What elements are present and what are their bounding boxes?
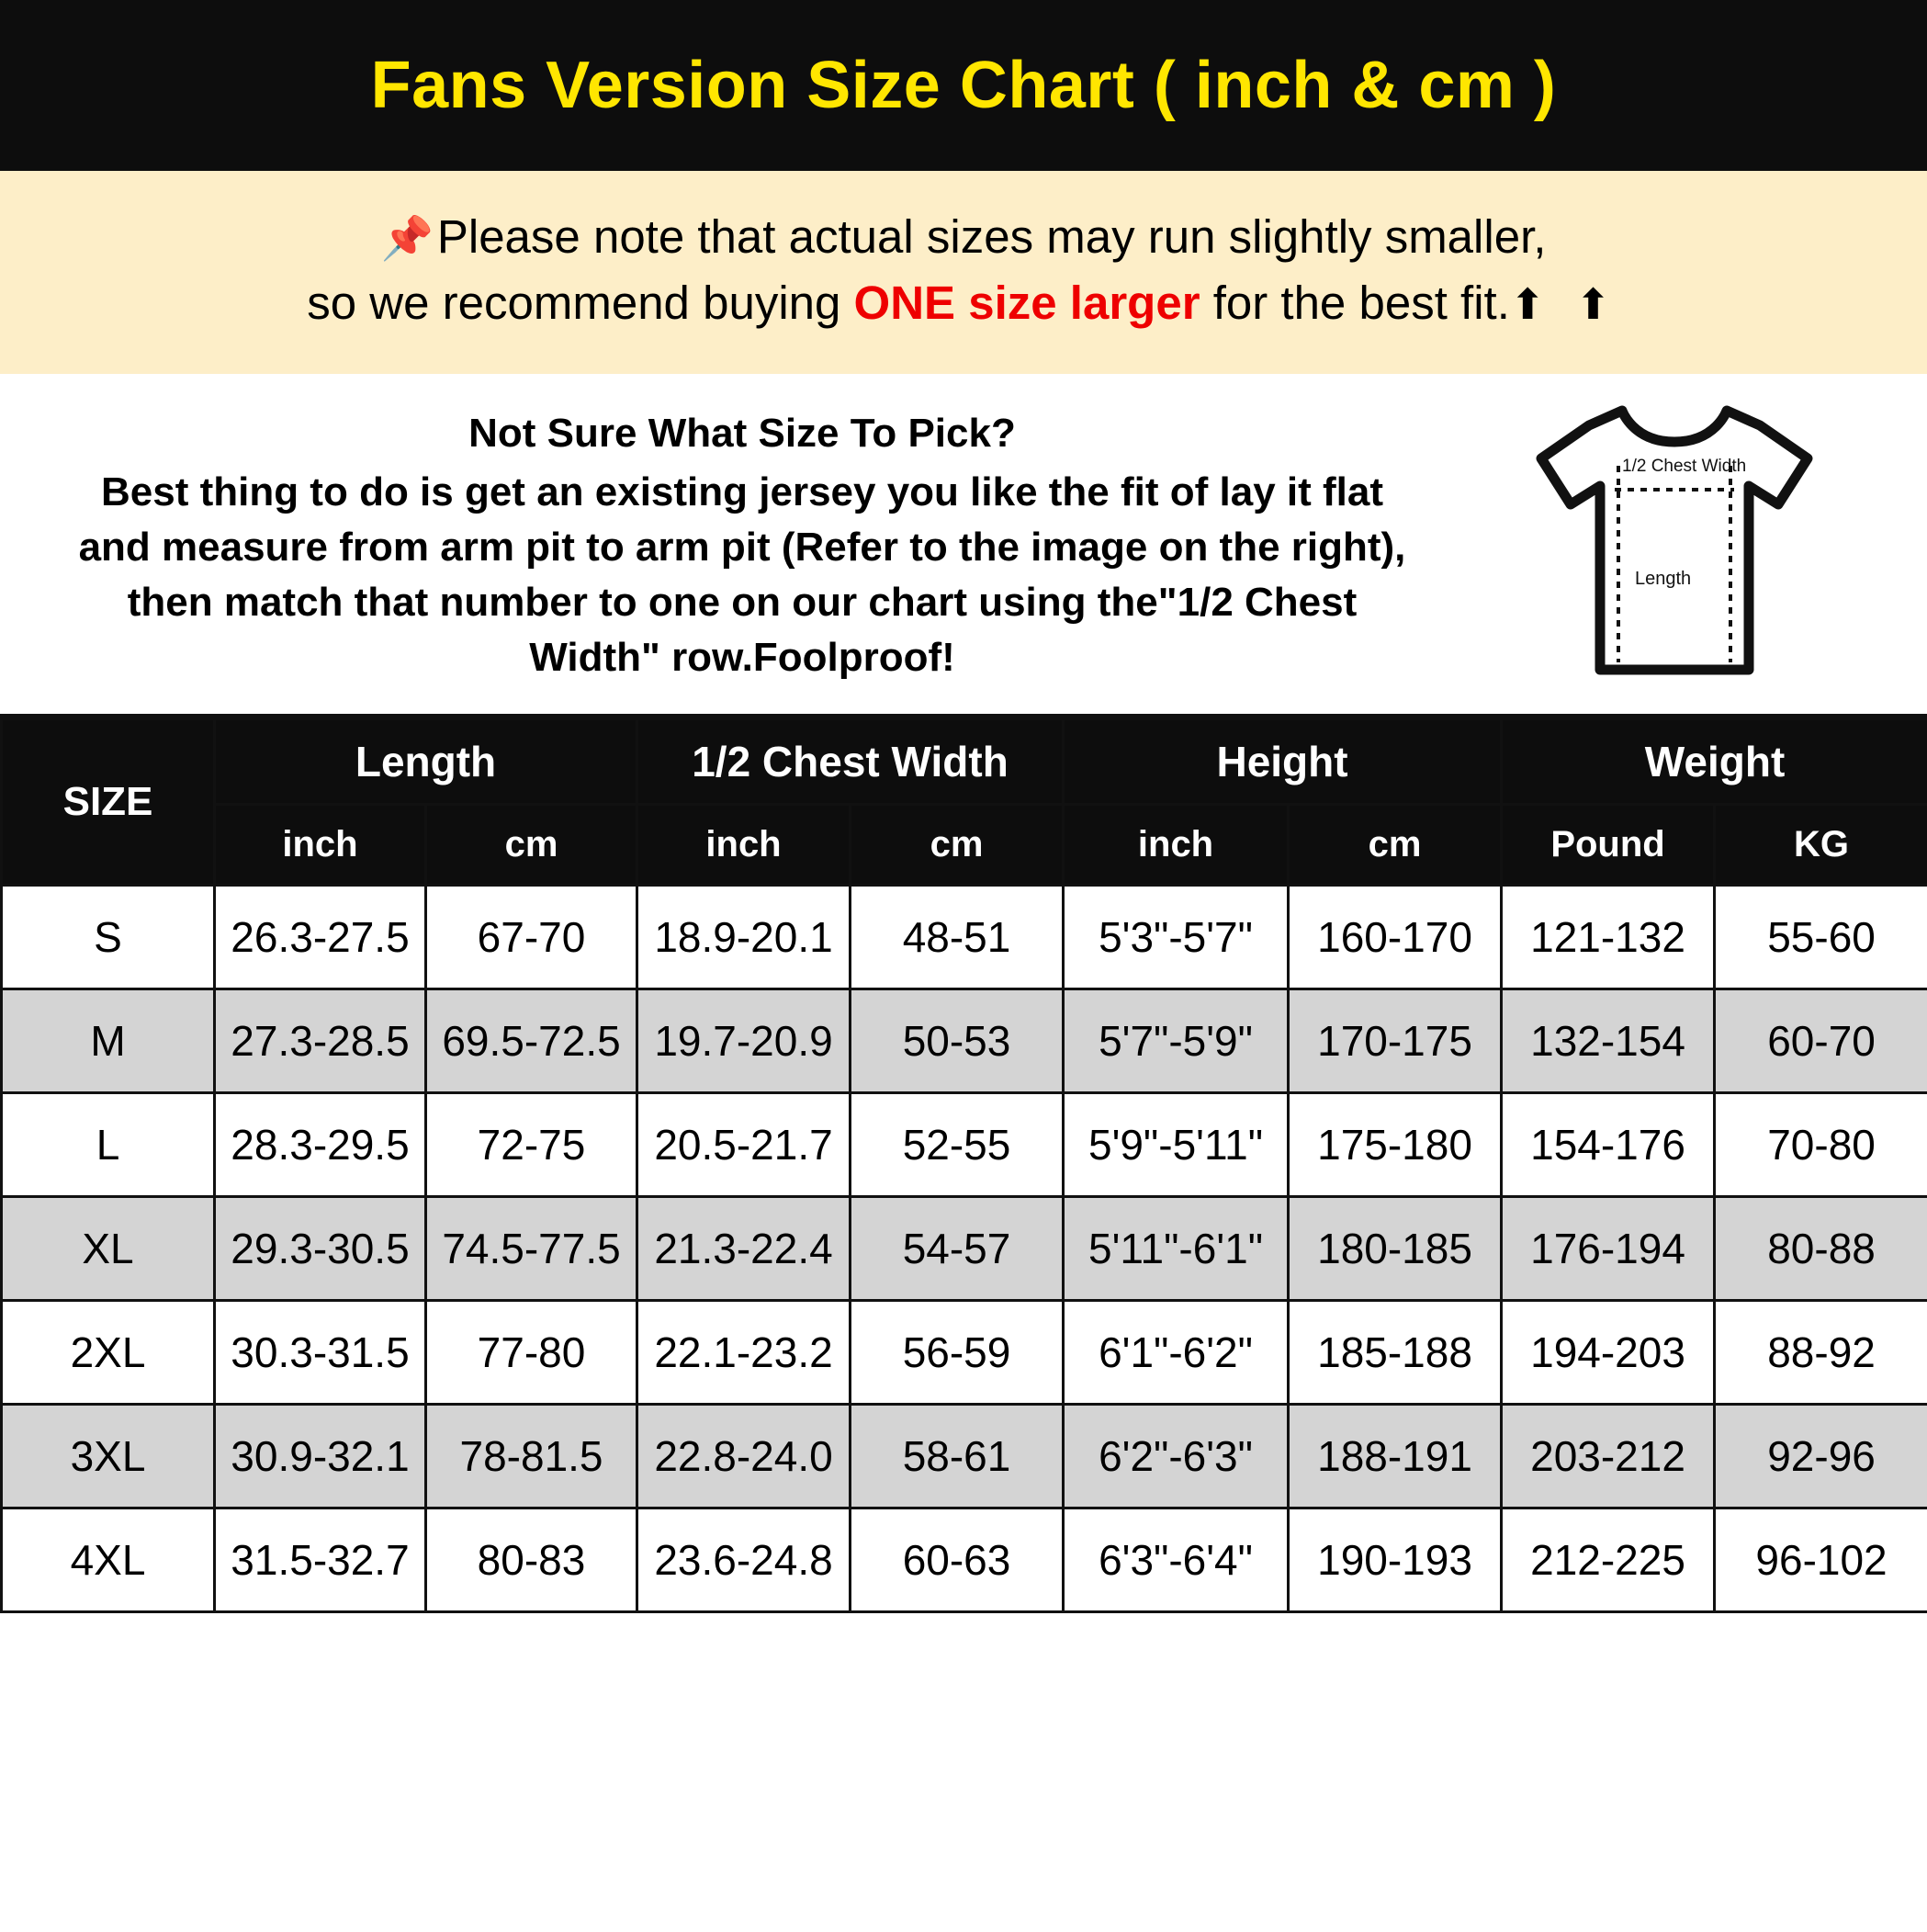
cell-weight-pound: 212-225 — [1502, 1508, 1715, 1611]
help-line-4: Width" row.Foolproof! — [529, 634, 955, 680]
chart-title-bar — [0, 0, 1927, 171]
cell-size: XL — [2, 1196, 215, 1300]
cell-chest-cm: 48-51 — [851, 885, 1064, 989]
cell-size: L — [2, 1092, 215, 1196]
cell-chest-inch: 21.3-22.4 — [637, 1196, 851, 1300]
subheader-length-inch: inch — [215, 804, 426, 885]
header-chest-width: 1/2 Chest Width — [637, 718, 1064, 804]
header-size: SIZE — [2, 718, 215, 885]
help-headline: Not Sure What Size To Pick? — [468, 411, 1016, 457]
table-row — [2, 1508, 1927, 1611]
size-table-body — [2, 885, 1927, 1611]
cell-size: 4XL — [2, 1508, 215, 1611]
cell-weight-kg: 60-70 — [1715, 989, 1927, 1092]
cell-chest-inch: 18.9-20.1 — [637, 885, 851, 989]
help-line-3: then match that number to one on our chart using the"1/2 Chest — [127, 579, 1358, 625]
cell-weight-pound: 121-132 — [1502, 885, 1715, 989]
cell-length-inch: 28.3-29.5 — [215, 1092, 426, 1196]
cell-weight-pound: 132-154 — [1502, 989, 1715, 1092]
group-header-row — [2, 718, 1927, 804]
header-length: Length — [215, 718, 637, 804]
table-row — [2, 1196, 1927, 1300]
cell-height-cm: 160-170 — [1289, 885, 1502, 989]
header-weight: Weight — [1502, 718, 1927, 804]
cell-chest-inch: 22.1-23.2 — [637, 1300, 851, 1404]
cell-chest-inch: 23.6-24.8 — [637, 1508, 851, 1611]
help-line-2: and measure from arm pit to arm pit (Refer to the image on the right), — [78, 524, 1406, 570]
cell-weight-kg: 70-80 — [1715, 1092, 1927, 1196]
length-label: Length — [1635, 568, 1692, 589]
table-row — [2, 1404, 1927, 1508]
cell-chest-cm: 52-55 — [851, 1092, 1064, 1196]
cell-length-inch: 27.3-28.5 — [215, 989, 426, 1092]
cell-chest-cm: 58-61 — [851, 1404, 1064, 1508]
cell-length-cm: 74.5-77.5 — [426, 1196, 637, 1300]
cell-size: 2XL — [2, 1300, 215, 1404]
cell-weight-pound: 203-212 — [1502, 1404, 1715, 1508]
cell-height-inch: 6'3"-6'4" — [1064, 1508, 1289, 1611]
table-row — [2, 1300, 1927, 1404]
cell-height-cm: 185-188 — [1289, 1300, 1502, 1404]
subheader-height-cm: cm — [1289, 804, 1502, 885]
measuring-help-text — [0, 406, 1477, 684]
page-title: Fans Version Size Chart ( inch & cm ) — [370, 49, 1557, 122]
cell-size: M — [2, 989, 215, 1092]
cell-height-cm: 188-191 — [1289, 1404, 1502, 1508]
table-row — [2, 1092, 1927, 1196]
pin-icon: 📌 — [380, 214, 434, 262]
cell-height-cm: 170-175 — [1289, 989, 1502, 1092]
help-line-1: Best thing to do is get an existing jersey you like the fit of lay it flat — [100, 469, 1383, 515]
note-text-1: Please note that actual sizes may run slightly smaller, — [436, 210, 1547, 263]
cell-weight-pound: 176-194 — [1502, 1196, 1715, 1300]
cell-chest-cm: 54-57 — [851, 1196, 1064, 1300]
cell-height-inch: 5'3"-5'7" — [1064, 885, 1289, 989]
cell-chest-inch: 19.7-20.9 — [637, 989, 851, 1092]
note-line-2 — [37, 270, 1890, 336]
cell-height-cm: 175-180 — [1289, 1092, 1502, 1196]
cell-length-inch: 29.3-30.5 — [215, 1196, 426, 1300]
cell-height-cm: 180-185 — [1289, 1196, 1502, 1300]
cell-length-inch: 31.5-32.7 — [215, 1508, 426, 1611]
cell-height-inch: 6'2"-6'3" — [1064, 1404, 1289, 1508]
tshirt-icon — [1523, 394, 1826, 697]
cell-length-inch: 30.3-31.5 — [215, 1300, 426, 1404]
note-text-2-after: for the best fit. — [1200, 277, 1510, 330]
cell-length-cm: 78-81.5 — [426, 1404, 637, 1508]
cell-height-inch: 5'7"-5'9" — [1064, 989, 1289, 1092]
measuring-help-section — [0, 374, 1927, 717]
cell-length-inch: 30.9-32.1 — [215, 1404, 426, 1508]
subheader-length-cm: cm — [426, 804, 637, 885]
cell-weight-kg: 80-88 — [1715, 1196, 1927, 1300]
cell-chest-cm: 60-63 — [851, 1508, 1064, 1611]
chest-width-label: 1/2 Chest Width — [1622, 456, 1747, 476]
cell-chest-inch: 22.8-24.0 — [637, 1404, 851, 1508]
size-table-head — [2, 718, 1927, 885]
subheader-weight-kg: KG — [1715, 804, 1927, 885]
cell-height-inch: 5'9"-5'11" — [1064, 1092, 1289, 1196]
cell-height-inch: 6'1"-6'2" — [1064, 1300, 1289, 1404]
cell-chest-cm: 56-59 — [851, 1300, 1064, 1404]
cell-chest-inch: 20.5-21.7 — [637, 1092, 851, 1196]
cell-length-cm: 69.5-72.5 — [426, 989, 637, 1092]
cell-size: 3XL — [2, 1404, 215, 1508]
tshirt-diagram — [1477, 394, 1927, 697]
table-row — [2, 885, 1927, 989]
cell-weight-kg: 55-60 — [1715, 885, 1927, 989]
cell-length-cm: 80-83 — [426, 1508, 637, 1611]
cell-height-inch: 5'11"-6'1" — [1064, 1196, 1289, 1300]
cell-length-cm: 77-80 — [426, 1300, 637, 1404]
cell-size: S — [2, 885, 215, 989]
subheader-height-inch: inch — [1064, 804, 1289, 885]
cell-weight-kg: 92-96 — [1715, 1404, 1927, 1508]
size-note-banner — [0, 171, 1927, 374]
note-line-1 — [37, 204, 1890, 270]
table-row — [2, 989, 1927, 1092]
subheader-chest-cm: cm — [851, 804, 1064, 885]
cell-length-inch: 26.3-27.5 — [215, 885, 426, 989]
subheader-chest-inch: inch — [637, 804, 851, 885]
subheader-weight-pound: Pound — [1502, 804, 1715, 885]
size-table — [0, 717, 1927, 1613]
cell-chest-cm: 50-53 — [851, 989, 1064, 1092]
cell-weight-pound: 154-176 — [1502, 1092, 1715, 1196]
sub-header-row — [2, 804, 1927, 885]
cell-weight-kg: 96-102 — [1715, 1508, 1927, 1611]
cell-length-cm: 67-70 — [426, 885, 637, 989]
header-height: Height — [1064, 718, 1502, 804]
cell-length-cm: 72-75 — [426, 1092, 637, 1196]
cell-height-cm: 190-193 — [1289, 1508, 1502, 1611]
note-highlight: ONE size larger — [853, 277, 1200, 330]
note-text-2-before: so we recommend buying — [307, 277, 854, 330]
up-arrows-icon: ⬆ ⬆ — [1509, 280, 1620, 329]
cell-weight-kg: 88-92 — [1715, 1300, 1927, 1404]
cell-weight-pound: 194-203 — [1502, 1300, 1715, 1404]
